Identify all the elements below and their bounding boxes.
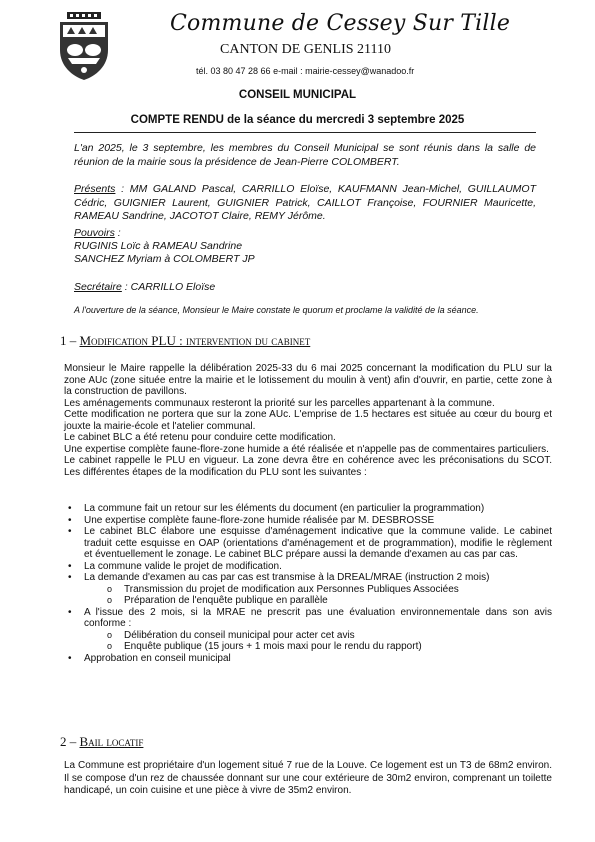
commune-name: Commune de Cessey Sur Tille — [170, 11, 511, 36]
section-1-heading — [60, 333, 310, 349]
presents-list: : MM GALAND Pascal, CARRILLO Eloïse, KAUFMANN Jean-Michel, GUILLAUMOT Cédric, GUIGNIER Laurent, GUIGNIER Patrick, CAILLOT Françoise, FOURNIER Mauricette, RAMEAU Sandrine, JACOTOT Claire, REMY Jérôme. — [74, 183, 536, 222]
title-underline — [74, 132, 536, 133]
section-2-title: Bail locatif — [79, 734, 144, 749]
pouvoirs-block — [74, 227, 255, 266]
sub-list-item: o Délibération du conseil municipal pour acter cet avis — [64, 630, 552, 642]
paragraph: Monsieur le Maire rappelle la délibération 2025-33 du 6 mai 2025 concernant la modification du PLU sur la zone AUc (zone située entre la mairie et le lotissement du moulin à vent) afin d'ouvrir, en partie, cette zone à la construction de pavillons. — [64, 363, 552, 397]
pouvoirs-colon: : — [114, 227, 121, 239]
paragraph: Les aménagements communaux resteront la priorité sur les parcelles appartenant à la commune. — [64, 397, 495, 409]
list-item: • Le cabinet BLC élabore une esquisse d'aménagement indicative que la commune valide. Le cabinet traduit cette esquisse en OAP (orientations d'aménagement et de programmation), modifie le règlement et éventuellement le zonage. Le cabinet BLC prépare aussi la demande d'examen au cas par cas. — [64, 526, 552, 561]
sub-list-item: o Préparation de l'enquête publique en parallèle — [64, 595, 552, 607]
canton-name: CANTON DE GENLIS 21110 — [220, 42, 391, 57]
pouvoir-item: SANCHEZ Myriam à COLOMBERT JP — [74, 253, 255, 265]
presents-label: Présents — [74, 183, 116, 195]
section-2-paragraph: La Commune est propriétaire d'un logement situé 7 rue de la Louve. Ce logement est un T3 de 68m2 environ. Il se compose d'un rez de chaussée donnant sur une cour extérieure de 30m2 environ, comprenant un toilette handicapé, un coin cuisine et une pièce à vivre de 35m2 environ. — [64, 760, 552, 796]
pouvoirs-heading — [74, 227, 255, 240]
list-item: • Approbation en conseil municipal — [64, 653, 552, 665]
contact-line: tél. 03 80 47 28 66 e-mail : mairie-cessey@wanadoo.fr — [196, 66, 415, 76]
section-2-heading — [60, 734, 143, 750]
sub-list-item: o Transmission du projet de modification aux Personnes Publiques Associées — [64, 584, 552, 596]
section-1-title: Modification PLU : intervention du cabinet — [79, 333, 311, 348]
compte-rendu-title: COMPTE RENDU de la séance du mercredi 3 septembre 2025 — [130, 114, 465, 126]
paragraph: Cette modification ne portera que sur la zone AUc. L'emprise de 1.5 hectares est située au cœur du bourg et jouxte la mairie-école et l'atelier communal. — [64, 409, 552, 432]
list-item: • A l'issue des 2 mois, si la MRAE ne prescrit pas une évaluation environnementale dans son avis conforme : — [64, 607, 552, 630]
steps-list — [64, 503, 552, 664]
pouvoir-item: RUGINIS Loïc à RAMEAU Sandrine — [74, 240, 243, 252]
secretaire-line — [74, 281, 215, 293]
section-1-number: 1 – — [60, 333, 80, 348]
secretaire-name: : CARRILLO Eloïse — [121, 281, 216, 293]
presents-paragraph — [74, 183, 536, 224]
conseil-heading: CONSEIL MUNICIPAL — [238, 89, 357, 101]
paragraph: Une expertise complète faune-flore-zone humide a été réalisée et n'appelle pas de commentaires particuliers. — [64, 443, 549, 455]
paragraph: Le cabinet BLC a été retenu pour conduire cette modification. — [64, 432, 336, 443]
paragraph: Le cabinet rappelle le PLU en vigueur. La zone devra être en cohérence avec les préconisations du SCOT. Les différentes étapes de la modification du PLU sont les suivantes : — [64, 455, 552, 478]
list-item: • La demande d'examen au cas par cas est transmise à la DREAL/MRAE (instruction 2 mois) — [64, 572, 552, 584]
list-item: • La commune valide le projet de modification. — [64, 561, 552, 573]
list-item: • La commune fait un retour sur les éléments du document (en particulier la programmation) — [64, 503, 552, 515]
ouverture-paragraph: A l'ouverture de la séance, Monsieur le Maire constate le quorum et proclame la validité de la séance. — [74, 305, 479, 315]
section-2-number: 2 – — [60, 734, 80, 749]
section-1-body — [64, 363, 552, 478]
pouvoirs-label: Pouvoirs — [74, 227, 115, 239]
sub-list-item: o Enquête publique (15 jours + 1 mois maxi pour le rendu du rapport) — [64, 641, 552, 653]
secretaire-label: Secrétaire — [74, 281, 122, 293]
intro-paragraph: L'an 2025, le 3 septembre, les membres du Conseil Municipal se sont réunis dans la salle de réunion de la mairie sous la présidence de Jean-Pierre COLOMBERT. — [74, 142, 536, 168]
commune-crest — [58, 10, 110, 82]
list-item: • Une expertise complète faune-flore-zone humide réalisée par M. DESBROSSE — [64, 515, 552, 527]
